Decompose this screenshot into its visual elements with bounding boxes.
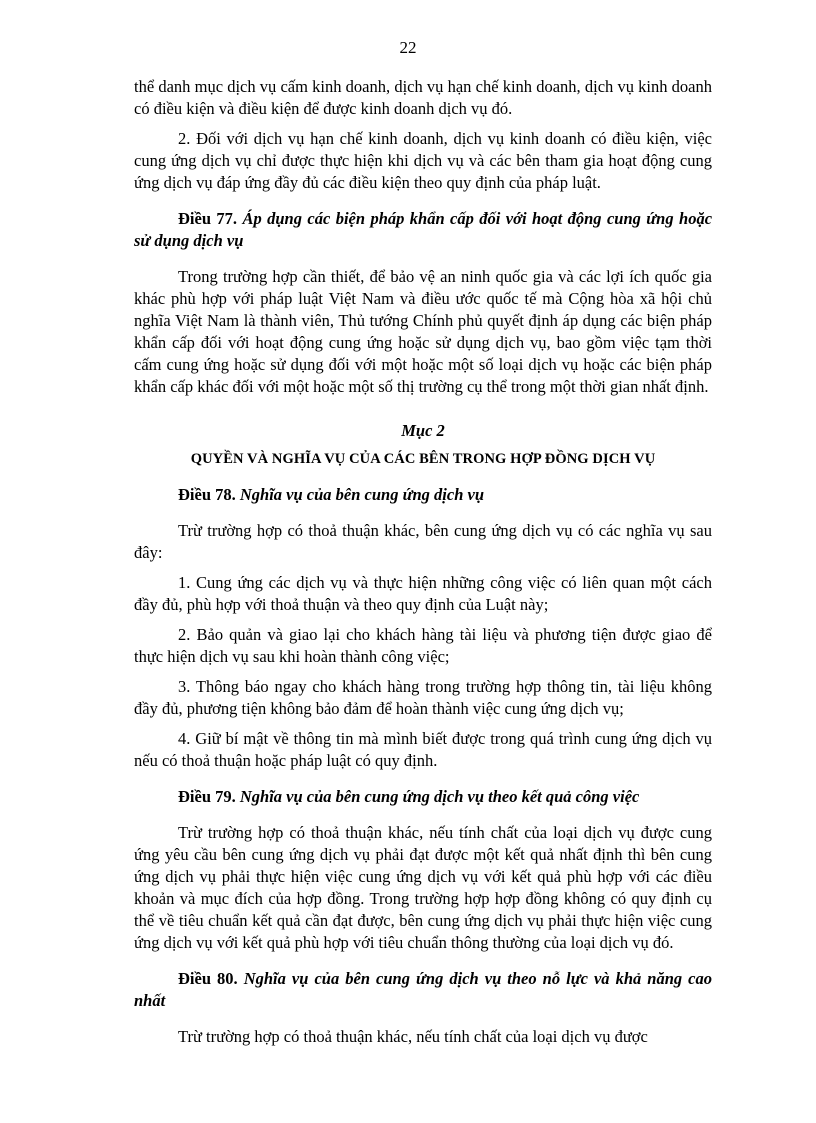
article-number: Điều 78. [178,485,236,504]
page-content [134,76,712,1056]
section-title: QUYỀN VÀ NGHĨA VỤ CỦA CÁC BÊN TRONG HỢP ĐỒNG DỊCH VỤ [190,451,656,467]
paragraph: Trừ trường hợp có thoả thuận khác, bên cung ứng dịch vụ có các nghĩa vụ sau đây: [134,521,712,562]
page-number: 22 [399,38,417,57]
article-title: Nghĩa vụ của bên cung ứng dịch vụ theo kết quả công việc [239,787,640,806]
article-heading-80 [134,968,712,1012]
article-number: Điều 80. [178,969,238,988]
list-item: 1. Cung ứng các dịch vụ và thực hiện những công việc có liên quan một cách đầy đủ, phù hợp với thoả thuận và theo quy định của Luật này; [134,573,712,614]
section-label: Mục 2 [401,421,445,440]
list-item: 2. Bảo quản và giao lại cho khách hàng tài liệu và phương tiện được giao để thực hiện dịch vụ sau khi hoàn thành công việc; [134,625,712,666]
article-heading-78 [134,484,712,506]
list-item: 3. Thông báo ngay cho khách hàng trong trường hợp thông tin, tài liệu không đầy đủ, phương tiện không bảo đảm để hoàn thành việc cung ứng dịch vụ; [134,677,712,718]
paragraph: thể danh mục dịch vụ cấm kinh doanh, dịch vụ hạn chế kinh doanh, dịch vụ kinh doanh có điều kiện và điều kiện để được kinh doanh dịch vụ đó. [134,77,712,118]
article-title: Nghĩa vụ của bên cung ứng dịch vụ theo nỗ lực và khả năng cao nhất [134,969,713,1010]
paragraph: Trừ trường hợp có thoả thuận khác, nếu tính chất của loại dịch vụ được [178,1027,648,1046]
article-heading-79 [134,786,712,808]
paragraph: 2. Đối với dịch vụ hạn chế kinh doanh, dịch vụ kinh doanh có điều kiện, việc cung ứng dịch vụ chỉ được thực hiện khi dịch vụ và các bên tham gia hoạt động cung ứng dịch vụ đáp ứng đầy đủ các điều kiện theo quy định của pháp luật. [134,129,712,192]
paragraph: Trừ trường hợp có thoả thuận khác, nếu tính chất của loại dịch vụ được cung ứng yêu cầu bên cung ứng dịch vụ phải đạt được một kết quả nhất định thì bên cung ứng dịch vụ phải thực hiện việc cung ứng dịch vụ với kết quả phù hợp với các điều khoản và mục đích của hợp đồng. Trong trường hợp hợp đồng không có quy định cụ thể về tiêu chuẩn kết quả cần đạt được, bên cung ứng dịch vụ phải thực hiện việc cung ứng dịch vụ với kết quả phù hợp với tiêu chuẩn thông thường của loại dịch vụ đó. [134,823,712,952]
paragraph: Trong trường hợp cần thiết, để bảo vệ an ninh quốc gia và các lợi ích quốc gia khác phù hợp với pháp luật Việt Nam và điều ước quốc tế mà Cộng hòa xã hội chủ nghĩa Việt Nam là thành viên, Thủ tướng Chính phủ quyết định áp dụng các biện pháp khẩn cấp đối với hoạt động cung ứng hoặc sử dụng dịch vụ, bao gồm việc tạm thời cấm cung ứng hoặc sử dụng đối với một hoặc một số loại dịch vụ hoặc các biện pháp khẩn cấp khác đối với một hoặc một số thị trường cụ thể trong một thời gian nhất định. [134,267,712,396]
section-heading [134,420,712,470]
article-title: Nghĩa vụ của bên cung ứng dịch vụ [239,485,484,504]
list-item: 4. Giữ bí mật về thông tin mà mình biết được trong quá trình cung ứng dịch vụ nếu có thoả thuận hoặc pháp luật có quy định. [134,729,712,770]
article-title: Áp dụng các biện pháp khẩn cấp đối với hoạt động cung ứng hoặc sử dụng dịch vụ [134,209,713,250]
article-number: Điều 79. [178,787,236,806]
article-heading-77 [134,208,712,252]
article-number: Điều 77. [178,209,238,228]
